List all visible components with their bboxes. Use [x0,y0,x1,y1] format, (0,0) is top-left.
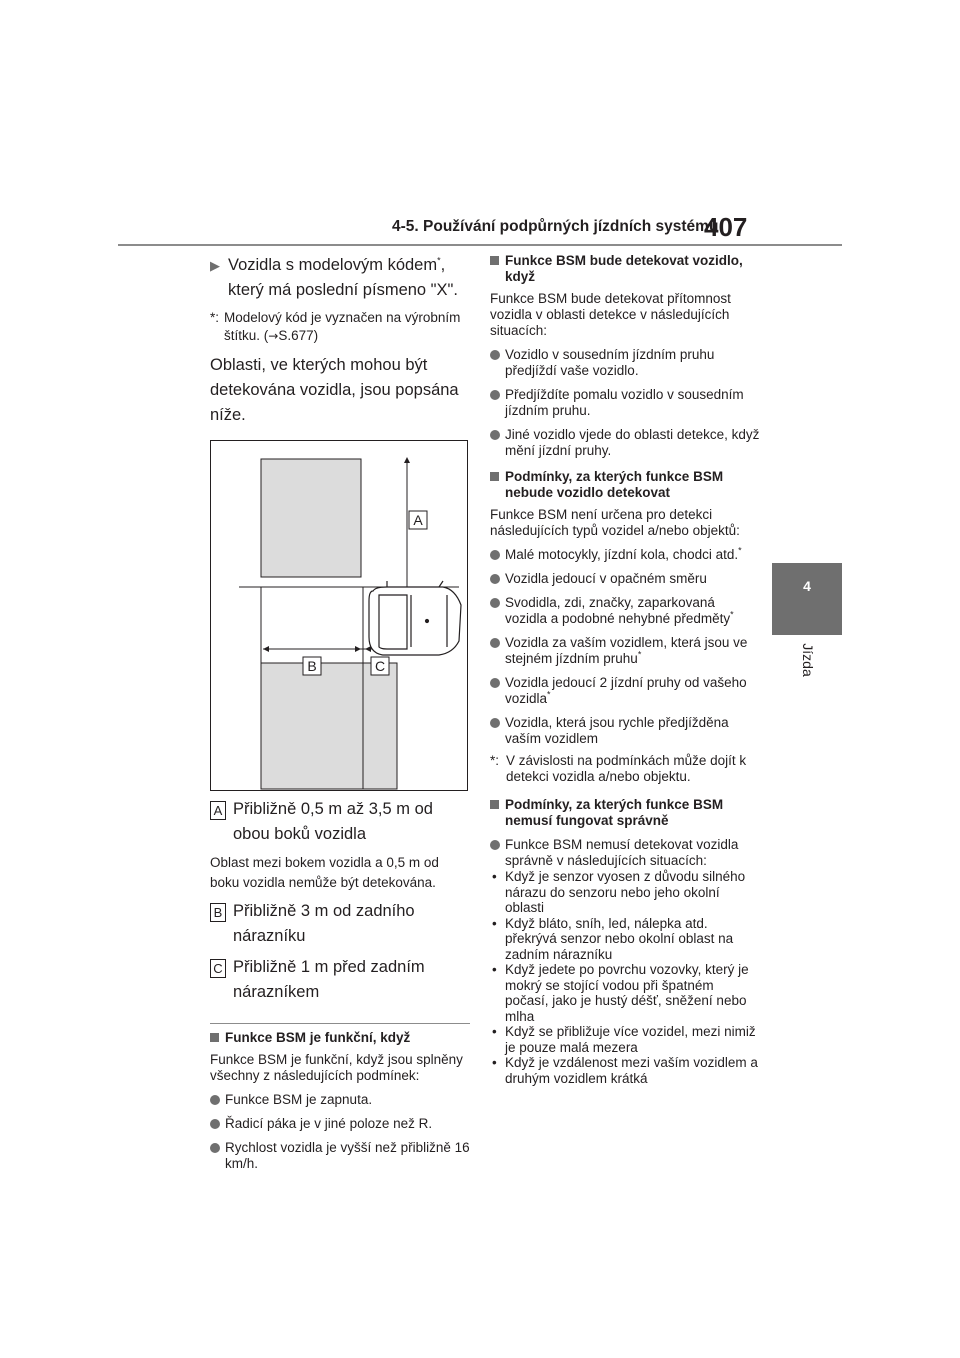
section-bsm-detects [490,253,760,285]
arrow-icon: → [268,329,279,343]
chapter-tab [772,563,842,635]
list-item-text: Svodidla, zdi, značky, zaparkovaná vozidla a podobné nehybné předměty [505,595,731,626]
list-item-text: Vozidla, která jsou rychle předjížděna vaším vozidlem [505,715,729,746]
bullet-icon [490,550,500,560]
asterisk-mark: * [547,689,551,700]
vehicle-top-view [369,581,461,655]
chapter-label-text: Jízda [800,643,816,677]
dimension-arrow-c-left [365,646,371,652]
list-item-text: Vozidla jedoucí 2 jízdní pruhy od vašeho vozidla [505,675,747,706]
label-c-box [371,657,389,675]
asterisk-mark: * [738,545,742,556]
section-bsm-malfunction [490,797,760,829]
legend-key-b: B [210,903,226,922]
page-number: 407 [704,212,748,242]
footnote-text: Modelový kód je vyznačen na výrobním štítku. ( [224,310,461,343]
sub-list-item [490,916,760,963]
list-item [210,1092,470,1108]
square-bullet-icon [490,800,499,809]
variant-asterisk: * [437,255,441,266]
sub-bullet: • [492,1024,497,1039]
sub-list-item-text: Když bláto, sníh, led, nálepka atd. překrývá senzor nebo okolní oblast na zadním nárazníku [505,915,734,962]
bullet-icon [490,840,500,850]
sub-list-item-text: Když je vzdálenost mezi vaším vozidlem a druhým vozidlem krátká [505,1055,758,1086]
list-item-text: Vozidlo v sousedním jízdním pruhu předjíždí vaše vozidlo. [505,347,715,378]
dimension-arrow-b-left [263,646,269,652]
legend-note: Oblast mezi bokem vozidla a 0,5 m od boku vozidla nemůže být detekována. [210,855,439,890]
asterisk-mark: * [637,649,642,660]
left-column [210,253,470,1172]
bullet-icon [490,598,500,608]
dimension-arrow-a [404,457,410,463]
bullet-icon [490,574,500,584]
chapter-number: 4 [803,578,811,594]
variant-heading-line1: Vozidla s modelovým kódem [228,256,438,274]
variant-heading-line2: který má poslední písmeno "X". [228,281,458,299]
section-bsm-active-title: Funkce BSM je funkční, když [225,1030,411,1045]
bullet-icon [490,678,500,688]
bullet-icon [210,1119,220,1129]
section-bsm-malfunction-title: Podmínky, za kterých funkce BSM nemusí fungovat správně [505,797,724,828]
section-bsm-not-detect [490,469,760,501]
list-item [490,675,760,707]
list-item-text: Rychlost vozidla je vyšší než přibližně 16 km/h. [225,1140,470,1171]
bullet-icon [490,718,500,728]
label-c: C [374,658,386,674]
square-bullet-icon [210,1033,219,1042]
bullet-icon [490,350,500,360]
zone-side-front [261,459,361,577]
list-item [490,571,760,587]
sub-list-item [490,1055,760,1086]
list-item-text: Řadicí páka je v jiné poloze než R. [225,1116,433,1131]
list-item [490,427,760,459]
bullet-icon [490,430,500,440]
list-item-text: Funkce BSM nemusí detekovat vozidla správně v následujících situacích: [505,837,739,868]
list-item-text: Funkce BSM je zapnuta. [225,1092,373,1107]
legend-b [210,899,470,949]
header-divider [118,244,842,246]
detection-footnote [490,753,760,785]
section-bsm-active [210,1030,470,1046]
legend-c [210,955,470,1005]
legend-text-a: Přibližně 0,5 m až 3,5 m od obou boků vozidla [233,800,433,843]
sub-list-item-text: Když se přibližuje více vozidel, mezi nimiž je pouze malá mezera [505,1024,756,1055]
section-bsm-active-body: Funkce BSM je funkční, když jsou splněny všechny z následujících podmínek: [210,1052,463,1083]
variant-heading [210,253,470,303]
sub-bullet: • [492,1055,497,1070]
detection-area-diagram [210,440,468,791]
list-item [490,635,760,667]
section-bsm-not-detect-title: Podmínky, za kterých funkce BSM nebude vozidlo detekovat [505,469,724,500]
chapter-label [778,638,838,698]
label-b: B [307,658,317,674]
bullet-icon [210,1143,220,1153]
section-bsm-detects-title: Funkce BSM bude detekovat vozidlo, když [505,253,743,284]
legend-text-c: Přibližně 1 m před zadním nárazníkem [233,958,425,1001]
legend-key-a: A [210,801,226,820]
section-bsm-not-detect-body: Funkce BSM není určena pro detekci následujících typů vozidel a/nebo objektů: [490,507,740,538]
label-a-box [409,511,427,529]
label-a: A [413,512,423,528]
footnote-mark: *: [210,310,220,325]
bullet-icon [490,638,500,648]
square-bullet-icon [490,256,499,265]
zone-rear-c [363,663,397,789]
legend-a [210,797,470,847]
list-item [490,347,760,379]
footnote-text: V závislosti na podmínkách může dojít k detekci vozidla a/nebo objektu. [506,753,747,784]
bullet-icon [490,390,500,400]
asterisk-mark: * [730,609,734,620]
sub-list-item [490,962,760,1024]
legend-key-c: C [210,959,226,978]
section-divider [210,1023,470,1024]
list-item-text: Malé motocykly, jízdní kola, chodci atd. [505,547,739,562]
sub-list-item-text: Když je senzor vyosen z důvodu silného nárazu do senzoru nebo jeho okolní oblasti [505,869,746,915]
sub-list-item [490,869,760,916]
intro-paragraph: Oblasti, ve kterých mohou být detekována vozidla, jsou popsána níže. [210,356,459,424]
list-item [490,387,760,419]
model-code-footnote [210,309,470,345]
footnote-mark: *: [490,753,500,768]
dimension-arrow-b-right [355,646,361,652]
right-column [490,253,760,1086]
sub-list-item-text: Když jedete po povrchu vozovky, který je mokrý se stojící vodou při špatném počasí, jako je hustý déšť, sněžení nebo mlha [505,962,749,1024]
footnote-page-ref[interactable]: S.677) [278,328,319,343]
list-item [490,595,760,627]
list-item-text: Vozidla jedoucí v opačném směru [505,571,707,586]
bullet-icon [210,1095,220,1105]
list-item-text: Vozidla za vaším vozidlem, která jsou ve stejném jízdním pruhu [505,635,748,666]
sub-bullet: • [492,962,497,977]
list-item-text: Předjíždíte pomalu vozidlo v sousedním jízdním pruhu. [505,387,744,418]
square-bullet-icon [490,472,499,481]
triangle-icon: ▶ [210,258,220,273]
list-item [490,837,760,869]
variant-heading-comma: , [440,256,446,274]
sub-bullet: • [492,915,497,931]
label-b-box [303,657,321,675]
section-bsm-detects-body: Funkce BSM bude detekovat přítomnost vozidla v oblasti detekce v následujících situacích: [490,291,731,338]
detection-area-svg [211,441,467,790]
sub-bullet: • [492,869,497,884]
legend-text-b: Přibližně 3 m od zadního nárazníku [233,902,415,945]
list-item-text: Jiné vozidlo vjede do oblasti detekce, když mění jízdní pruhy. [505,427,760,458]
list-item [210,1116,470,1132]
zone-rear-b [261,663,363,789]
list-item [490,715,760,747]
sub-list-item [490,1024,760,1055]
section-title: 4-5. Používání podpůrných jízdních systémů [392,218,719,235]
list-item [490,547,760,563]
list-item [210,1140,470,1172]
